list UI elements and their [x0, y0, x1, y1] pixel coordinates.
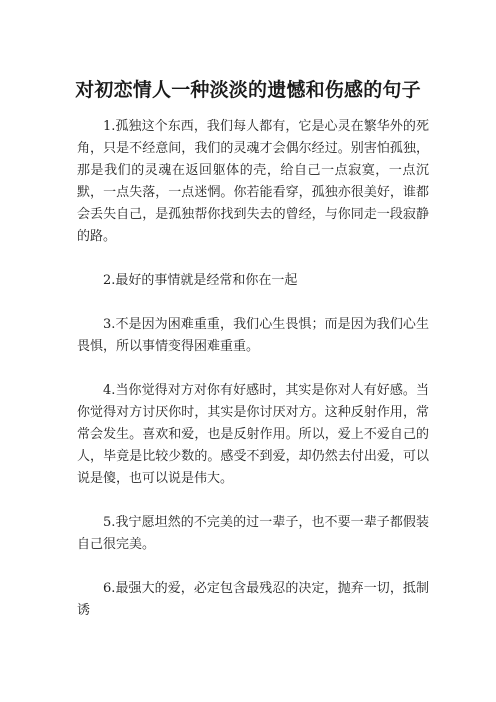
- paragraph-5: 5.我宁愿坦然的不完美的过一辈子，也不要一辈子都假装自己很完美。: [77, 515, 429, 552]
- paragraph-6: 6.最强大的爱，必定包含最残忍的决定，抛弃一切，抵制诱: [77, 581, 429, 618]
- paragraph-1: 1.孤独这个东西，我们每人都有，它是心灵在繁华外的死角，只是不经意间，我们的灵魂才会偶尔经过。别害怕孤独，那是我们的灵魂在返回躯体的壳，给自己一点寂寞，一点沉默，一点失落，一点迷惘。你若能看穿，孤独亦很美好，谁都会丢失自己，是孤独帮你找到失去的曾经，与你同走一段寂静的路。: [77, 119, 429, 244]
- document-body: [77, 116, 429, 644]
- paragraph-2: 2.最好的事情就是经常和你在一起: [103, 273, 298, 288]
- paragraph-4: 4.当你觉得对方对你有好感时，其实是你对人有好感。当你觉得对方讨厌你时，其实是你讨厌对方。这种反射作用，常常会发生。喜欢和爱，也是反射作用。所以，爱上不爱自己的人，毕竟是比较少数的。感受不到爱，却仍然去付出爱，可以说是傻，也可以说是伟大。: [77, 383, 429, 486]
- paragraph-3: 3.不是因为困难重重，我们心生畏惧；而是因为我们心生畏惧，所以事情变得困难重重。: [77, 317, 429, 354]
- document-title: 对初恋情人一种淡淡的遗憾和伤感的句子: [75, 79, 421, 101]
